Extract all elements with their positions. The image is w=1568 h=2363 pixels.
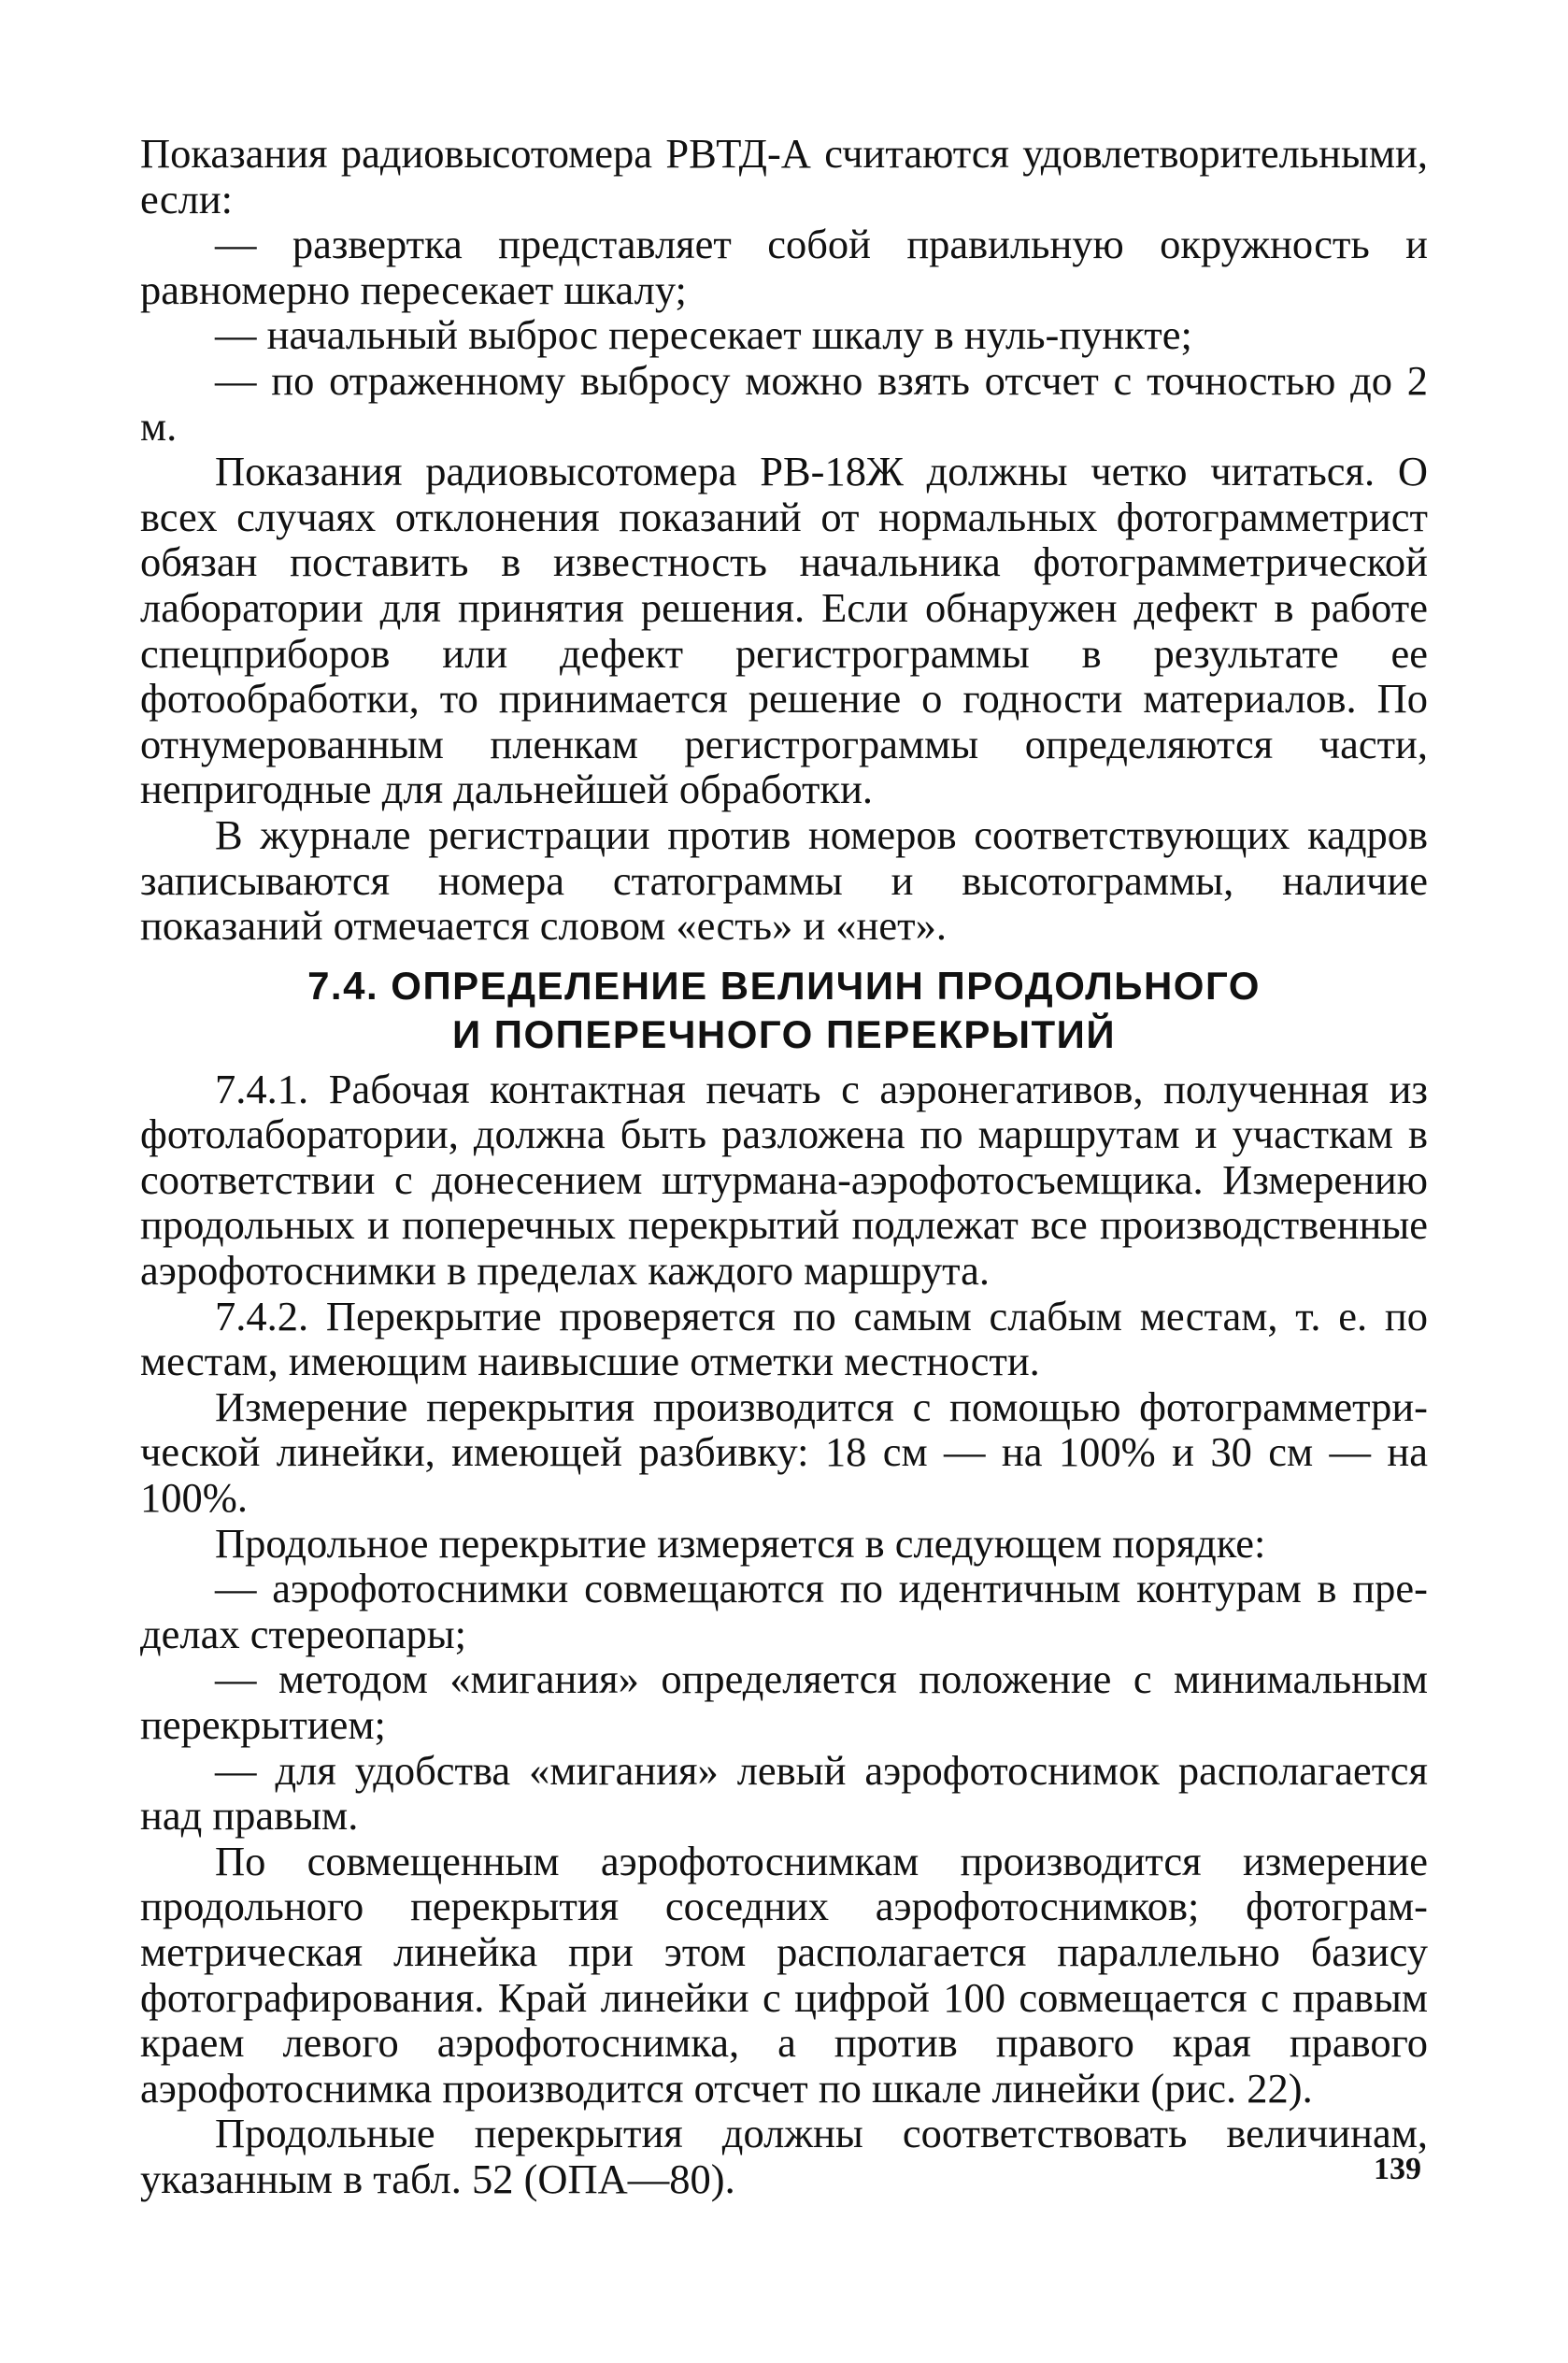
section-heading-line-2: И ПОПЕРЕЧНОГО ПЕРЕКРЫТИЙ xyxy=(451,1011,1117,1056)
paragraph-registration-journal: В журнале регистрации против номеров соответствующих кадров записываются номера статограммы и высотограммы, наличие показаний отмечается словом «есть» и «нет». xyxy=(140,810,1428,950)
paragraph-7-4-2: 7.4.2. Перекрытие проверяется по самым слабым местам, т. е. по местам, имеющим наивысшие отметки местности. xyxy=(140,1292,1428,1385)
section-heading xyxy=(140,962,1428,1059)
section-heading-line-1: 7.4. ОПРЕДЕЛЕНИЕ ВЕЛИЧИН ПРОДОЛЬНОГО xyxy=(307,963,1261,1008)
list-item-reflected-spike: — по отраженному выбросу можно взять отсчет с точностью до 2 м. xyxy=(140,356,1428,450)
paragraph-measurement-order: Продольное перекрытие измеряется в следующем порядке: xyxy=(215,1519,1266,1567)
paragraph-combined-photos: По совмещенным аэрофотоснимкам производится измерение продольного перекрытия соседних аэрофотоснимков; фотограмметрическая линейка при этом располагается параллельно базису фотографирования. Край линейки с цифрой 100 совмещается с правым краем левого аэрофотоснимка, а против правого края правого аэрофотоснимка производится отсчет по шкале линейки (рис. 22). xyxy=(140,1837,1428,2112)
list-item-left-over-right: — для удобства «мигания» левый аэрофотоснимок располагается над правым. xyxy=(140,1746,1428,1840)
paragraph-overlap-measurement: Измерение перекрытия производится с помощью фотограмметрической линейки, имеющей разбивку: 18 см — на 100% и 30 см — на 100%. xyxy=(140,1382,1428,1522)
list-item-align-contours: — аэрофотоснимки совмещаются по идентичным контурам в пределах стереопары; xyxy=(140,1565,1428,1657)
page-number: 139 xyxy=(1374,2152,1421,2186)
paragraph-7-4-1: 7.4.1. Рабочая контактная печать с аэронегативов, полученная из фотолаборатории, должна быть разложена по маршрутам и участкам в соответствии с донесением штурмана-аэрофотосъемщика. Измерению продольных и поперечных перекрытий подлежат все производственные аэрофотоснимки в пределах каждого маршрута. xyxy=(140,1065,1428,1295)
list-item-initial-spike: — начальный выброс пересекает шкалу в нуль-пункте; xyxy=(215,311,1192,359)
paragraph-rv18zh: Показания радиовысотомера РВ-18Ж должны четко читаться. О всех случаях отклонения показаний от нормальных фотограмметрист обязан поставить в известность начальника фотограмметрической лаборатории для принятия решения. Если обнаружен дефект в работе спецприборов или дефект регистрограммы в результате ее фотообработки, то принимается решение о годности материалов. По отнумерованным пленкам регистрограммы определяются части, непригодные для дальнейшей обработки. xyxy=(140,448,1428,813)
list-item-blinking-method: — методом «мигания» определяется положение с минимальным перекрытием; xyxy=(140,1655,1428,1748)
page-text xyxy=(140,131,1428,2202)
paragraph-rvtd-intro: Показания радиовысотомера РВТД-А считаются удовлетворительными, если: xyxy=(140,130,1428,222)
paragraph-table-reference: Продольные перекрытия должны соответствовать величинам, указанным в табл. 52 (ОПА—80). xyxy=(140,2110,1428,2202)
list-item-sweep: — развертка представляет собой правильную окружность и равномерно пересекает шкалу; xyxy=(140,221,1428,313)
